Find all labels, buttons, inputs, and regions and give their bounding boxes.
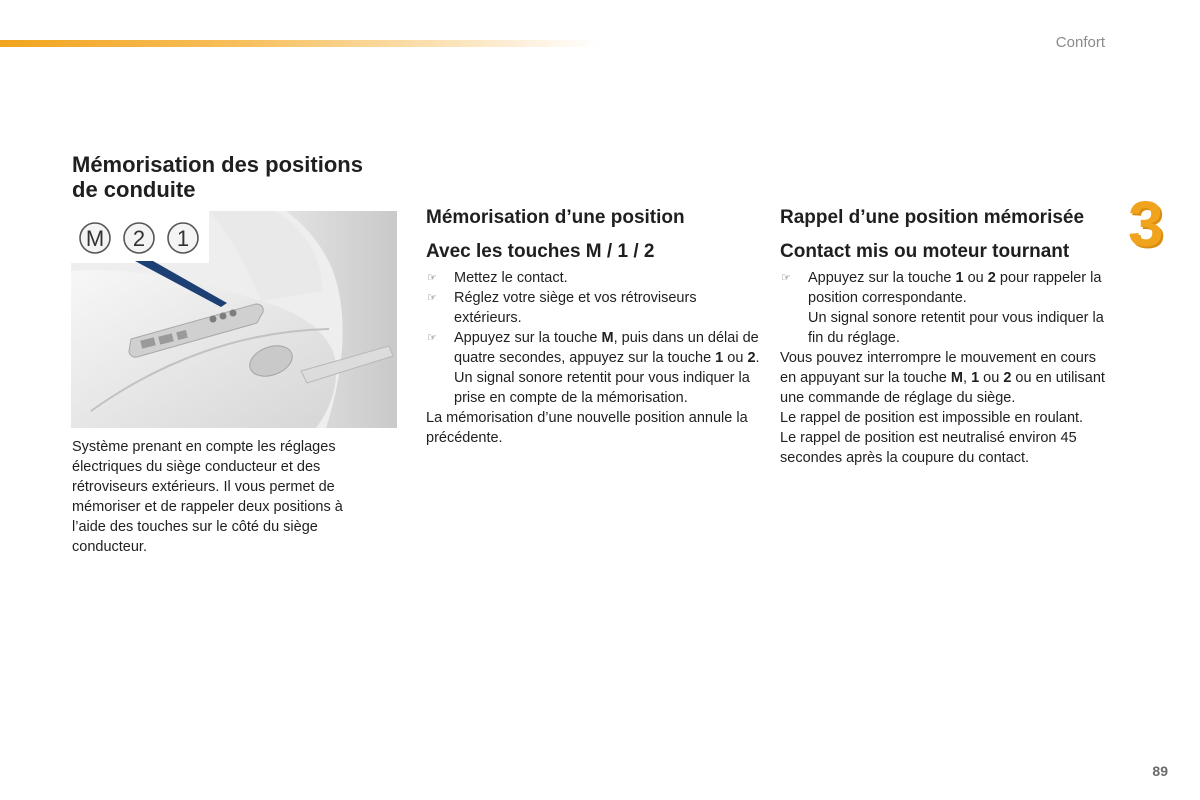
memorize-note: La mémorisation d’une nouvelle position annule la précédente. bbox=[426, 410, 748, 446]
recall-step-or: ou bbox=[963, 270, 988, 286]
recall-step-1 bbox=[780, 268, 1116, 348]
chapter-number: 3 bbox=[1128, 188, 1164, 260]
pointing-hand-icon: ☞ bbox=[781, 272, 791, 284]
seat-memory-illustration bbox=[71, 211, 397, 428]
pointing-hand-icon: ☞ bbox=[427, 272, 437, 284]
interrupt-key-2: 2 bbox=[1003, 370, 1012, 386]
memorize-step-3-note: Un signal sonore retentit pour vous indiquer la prise en compte de la mémorisation. bbox=[454, 370, 750, 406]
recall-subheading: Contact mis ou moteur tournant bbox=[780, 241, 1070, 262]
recall-step-key-1: 1 bbox=[955, 270, 964, 286]
header-accent-bar bbox=[0, 40, 600, 47]
recall-step-key-2: 2 bbox=[987, 270, 996, 286]
memorize-step-2 bbox=[426, 288, 762, 328]
recall-step-1-text bbox=[808, 270, 1101, 306]
interrupt-pre: Vous pouvez interrompre le mouvement en cours en appuyant sur la touche bbox=[780, 350, 1096, 386]
memory-button-1-dot bbox=[230, 310, 237, 317]
step3-pre: Appuyez sur la touche bbox=[454, 330, 602, 346]
memorize-step-1 bbox=[426, 268, 762, 288]
memory-button-m-dot bbox=[210, 316, 217, 323]
step3-key-2: 2 bbox=[747, 350, 756, 366]
section-label: Confort bbox=[1055, 34, 1105, 51]
recall-steps bbox=[780, 268, 1116, 348]
page-title-line1: Mémorisation des positions bbox=[72, 152, 363, 177]
interrupt-key-m: M bbox=[950, 370, 963, 386]
interrupt-or: ou bbox=[979, 370, 1004, 386]
step3-mid: , puis dans un délai de quatre secondes, appuyez sur la touche bbox=[454, 330, 759, 366]
pointing-hand-icon: ☞ bbox=[427, 332, 437, 344]
button-1-label: 1 bbox=[176, 226, 190, 251]
memorize-heading: Mémorisation d’une position bbox=[426, 207, 685, 228]
seat-illustration-svg bbox=[71, 211, 397, 428]
button-2-label: 2 bbox=[132, 226, 146, 251]
step3-or: ou bbox=[723, 350, 748, 366]
recall-interrupt bbox=[780, 348, 1116, 408]
step3-key-1: 1 bbox=[715, 350, 724, 366]
button-m-label: M bbox=[85, 226, 105, 251]
recall-step-note: Un signal sonore retentit pour vous indiquer la fin du réglage. bbox=[808, 310, 1104, 346]
memorize-step-1-text: Mettez le contact. bbox=[454, 270, 568, 286]
memory-button-2-dot bbox=[220, 313, 227, 320]
step3-key-m: M bbox=[601, 330, 614, 346]
memorize-step-3-text bbox=[454, 330, 760, 366]
interrupt-sep: , bbox=[963, 370, 972, 386]
memorize-steps bbox=[426, 268, 762, 408]
page-title bbox=[72, 152, 412, 202]
recall-heading: Rappel d’une position mémorisée bbox=[780, 207, 1085, 228]
recall-step-post: pour rappeler la position correspondante. bbox=[808, 270, 1102, 306]
interrupt-post: ou en utilisant une commande de réglage du siège. bbox=[780, 370, 1105, 406]
interrupt-key-1: 1 bbox=[971, 370, 980, 386]
memorize-section bbox=[426, 206, 762, 448]
memorize-step-2-text: Réglez votre siège et vos rétroviseurs extérieurs. bbox=[454, 290, 697, 326]
step3-end: . bbox=[755, 350, 760, 366]
memorize-step-3 bbox=[426, 328, 762, 408]
recall-rolling-note: Le rappel de position est impossible en roulant. bbox=[780, 410, 1084, 426]
memorize-subheading: Avec les touches M / 1 / 2 bbox=[426, 241, 655, 262]
page-title-line2: de conduite bbox=[72, 177, 196, 202]
pointing-hand-icon: ☞ bbox=[427, 292, 437, 304]
recall-neutral-note: Le rappel de position est neutralisé environ 45 secondes après la coupure du contact. bbox=[780, 430, 1077, 466]
recall-section bbox=[780, 206, 1116, 468]
figure-caption: Système prenant en compte les réglages électriques du siège conducteur et des rétroviseurs extérieurs. Il vous permet de mémoriser et de rappeler deux positions à l’aide des touches sur le côté du siège conducteur. bbox=[72, 439, 343, 555]
page-number: 89 bbox=[1152, 763, 1168, 779]
recall-step-pre: Appuyez sur la touche bbox=[808, 270, 956, 286]
